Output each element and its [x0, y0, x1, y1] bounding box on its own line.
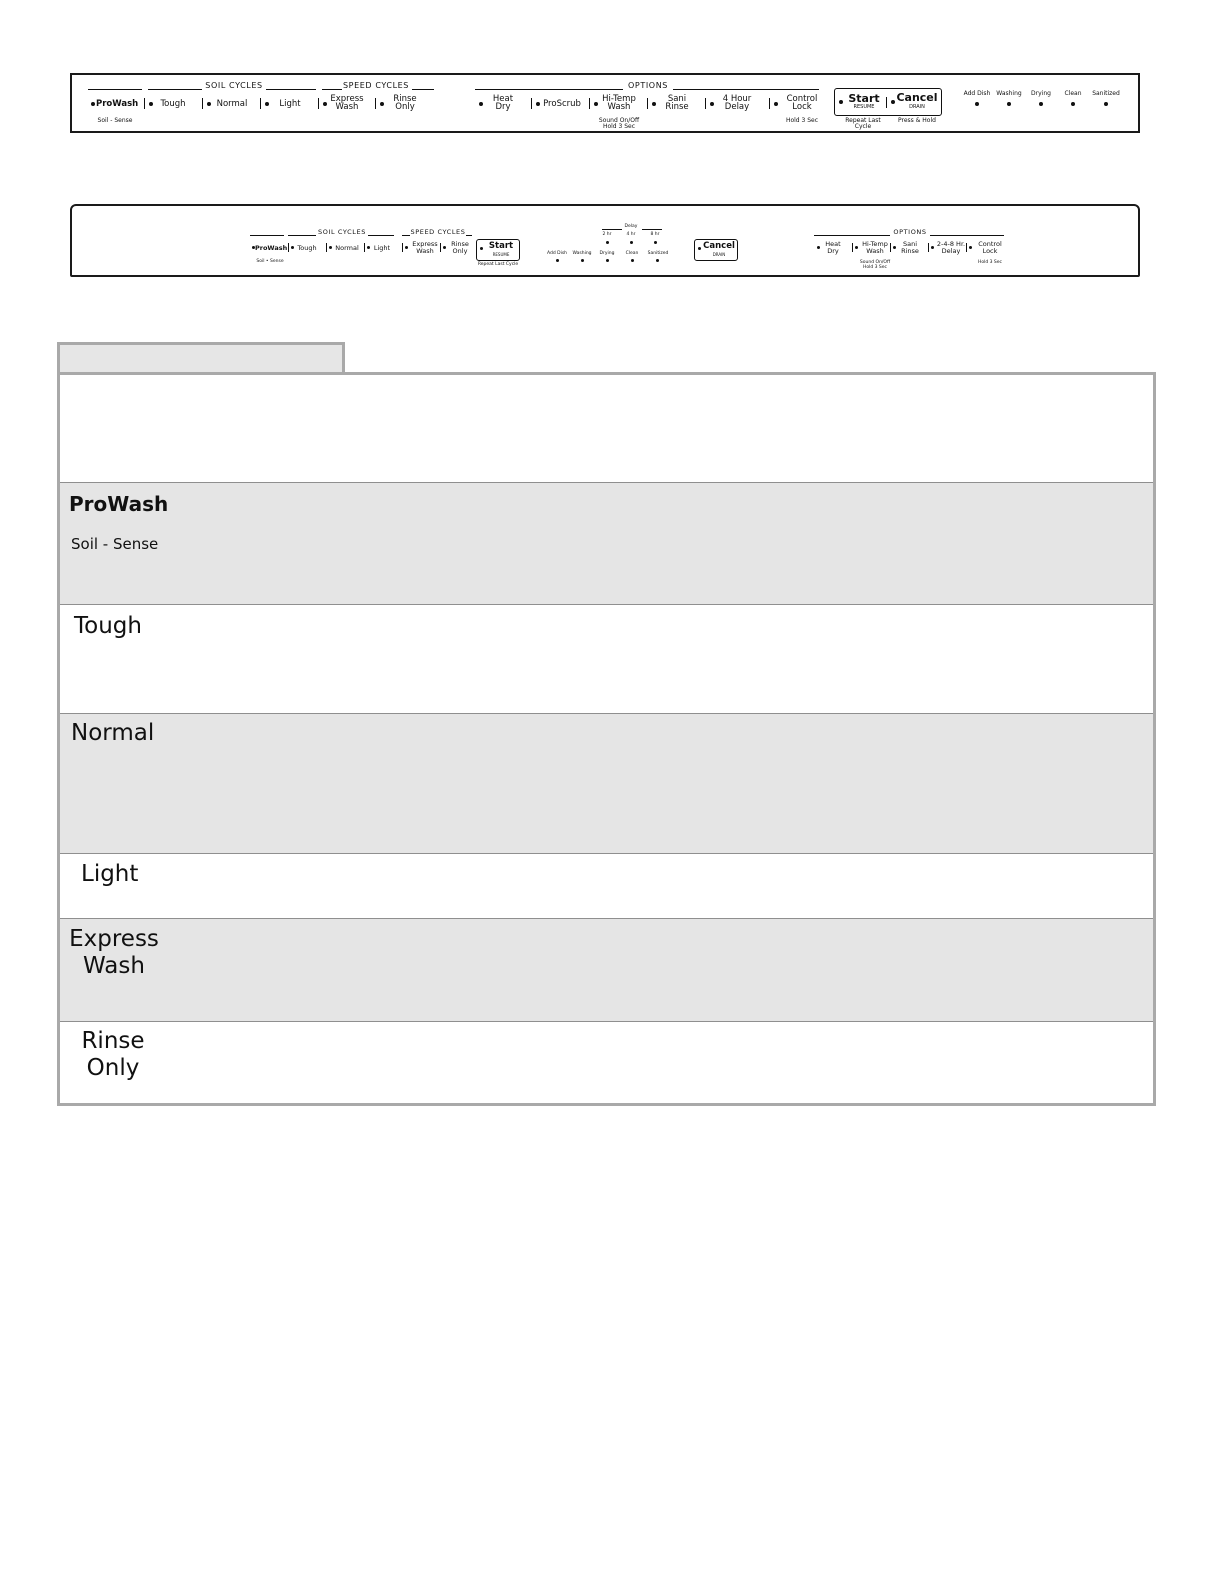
- indicator-dot: [698, 247, 701, 250]
- delay-8hr-label: 8 hr: [650, 232, 660, 237]
- indicator-dot: [479, 102, 483, 106]
- sound-on-off-label: [589, 118, 649, 130]
- express-title-line-1: Express: [69, 926, 159, 952]
- drain-label: DRAIN: [712, 252, 726, 257]
- indicator-dot: [817, 246, 820, 249]
- repeat-label-2: Cycle: [854, 123, 872, 130]
- indicator-dot: [774, 102, 778, 106]
- express-wash-title: [68, 926, 160, 980]
- sound-label-1: Sound On/Off: [598, 117, 640, 124]
- soil-sense-label: Soil • Sense: [256, 259, 284, 264]
- separator: [318, 98, 319, 109]
- table-row-prowash: [60, 482, 1153, 604]
- heat-label-1: Heat: [492, 94, 514, 104]
- status-sanitized: Sanitized: [1092, 90, 1120, 97]
- control-lock-button[interactable]: [974, 241, 1006, 254]
- separator: [966, 243, 967, 252]
- rinse-label-1: Rinse: [393, 94, 417, 104]
- status-light: [631, 259, 634, 262]
- status-add-dish: Add Dish: [546, 251, 568, 256]
- header-rule: [368, 235, 394, 236]
- express-label-2: Wash: [335, 102, 359, 112]
- heat-dry-button[interactable]: [822, 241, 844, 254]
- control-label-1: Control: [978, 240, 1002, 248]
- header-rule: [266, 89, 316, 90]
- prowash-subtitle: Soil - Sense: [71, 535, 159, 553]
- sound-on-off-label: [852, 261, 898, 270]
- separator: [402, 243, 403, 252]
- rinse-label-2: Only: [452, 246, 468, 255]
- cancel-button[interactable]: Cancel: [896, 91, 938, 104]
- soil-sense-label: Soil - Sense: [97, 117, 133, 124]
- indicator-dot: [405, 246, 408, 249]
- status-add-dish: Add Dish: [963, 90, 991, 97]
- delay-opt-label-1: 2-4-8 Hr.: [936, 240, 966, 248]
- header-rule: [642, 229, 662, 230]
- indicator-dot: [652, 102, 656, 106]
- separator: [364, 243, 365, 252]
- sani-label-2: Rinse: [901, 246, 919, 255]
- delay-label-1: 4 Hour: [722, 94, 752, 104]
- indicator-dot: [443, 246, 446, 249]
- status-washing: Washing: [572, 251, 592, 256]
- status-sanitized: Sanitized: [647, 251, 669, 256]
- options-header: OPTIONS: [893, 228, 927, 236]
- separator: [531, 98, 532, 109]
- light-button[interactable]: Light: [373, 244, 391, 252]
- table-row-express-wash: [60, 918, 1153, 1021]
- tough-title: Tough: [74, 613, 142, 639]
- status-light: [606, 259, 609, 262]
- resume-label: RESUME: [492, 252, 510, 257]
- express-label-1: Express: [412, 240, 438, 248]
- status-light: [1104, 102, 1108, 106]
- tough-button[interactable]: Tough: [160, 99, 186, 109]
- indicator-dot: [291, 246, 294, 249]
- resume-label: RESUME: [853, 104, 875, 110]
- delay-light: [606, 241, 609, 244]
- indicator-dot: [536, 102, 540, 106]
- header-rule: [412, 89, 434, 90]
- header-rule: [148, 89, 202, 90]
- repeat-label-1: Repeat Last: [845, 117, 881, 124]
- indicator-dot: [323, 102, 327, 106]
- express-wash-button[interactable]: [329, 95, 365, 111]
- heat-dry-button[interactable]: [488, 95, 518, 111]
- express-label-1: Express: [330, 94, 364, 104]
- separator: [202, 98, 203, 109]
- press-hold-label: Press & Hold: [898, 117, 936, 124]
- header-rule: [475, 89, 623, 90]
- cancel-button[interactable]: Cancel: [703, 241, 735, 251]
- delay-button[interactable]: [934, 241, 968, 254]
- repeat-last-cycle-label: Repeat Last Cycle: [477, 262, 519, 267]
- rinse-only-button[interactable]: [388, 95, 422, 111]
- indicator-dot: [969, 246, 972, 249]
- indicator-dot: [710, 102, 714, 106]
- rinse-label-1: Rinse: [451, 240, 469, 248]
- header-rule: [673, 89, 819, 90]
- status-light: [1071, 102, 1075, 106]
- express-wash-button[interactable]: [410, 241, 440, 254]
- sound-label-2: Hold 3 Sec: [862, 264, 888, 270]
- rinse-title-line-1: Rinse: [81, 1028, 145, 1054]
- hi-temp-wash-button[interactable]: [599, 95, 639, 111]
- separator: [852, 243, 853, 252]
- indicator-dot: [839, 100, 843, 104]
- table-row-normal: [60, 713, 1153, 853]
- separator: [260, 98, 261, 109]
- header-rule: [288, 235, 316, 236]
- status-light: [1007, 102, 1011, 106]
- delay-opt-label-2: Delay: [941, 246, 961, 255]
- indicator-dot: [480, 247, 483, 250]
- indicator-dot: [367, 246, 370, 249]
- start-button[interactable]: Start: [488, 241, 514, 251]
- express-title-line-2: Wash: [83, 953, 145, 979]
- sani-label-1: Sani: [902, 240, 918, 248]
- header-rule: [88, 89, 142, 90]
- separator: [589, 98, 590, 109]
- separator: [375, 98, 376, 109]
- control-lock-button[interactable]: [782, 95, 822, 111]
- heat-label-2: Dry: [827, 246, 839, 255]
- status-light: [556, 259, 559, 262]
- control-panel-bottom: [70, 204, 1140, 277]
- hitemp-label-2: Wash: [866, 246, 884, 255]
- separator: [886, 97, 887, 108]
- sani-label-2: Rinse: [665, 102, 689, 112]
- hold-3-sec-label: Hold 3 Sec: [785, 117, 819, 124]
- hitemp-label-1: Hi-Temp: [862, 240, 888, 248]
- proscrub-button[interactable]: ProScrub: [543, 99, 581, 109]
- separator: [288, 243, 289, 252]
- status-clean: Clean: [625, 251, 639, 256]
- soil-cycles-header: SOIL CYCLES: [205, 81, 263, 90]
- status-light: [975, 102, 979, 106]
- table-tab: [57, 342, 345, 374]
- delay-header: Delay: [624, 224, 638, 229]
- status-washing: Washing: [996, 90, 1022, 97]
- four-hour-delay-button[interactable]: [720, 95, 754, 111]
- header-rule: [402, 235, 410, 236]
- express-label-2: Wash: [416, 246, 434, 255]
- delay-4hr-label: 4 hr: [626, 232, 636, 237]
- status-light: [1039, 102, 1043, 106]
- sound-label-2: Hold 3 Sec: [602, 123, 636, 130]
- table-row-tough: [60, 604, 1153, 713]
- rinse-only-button[interactable]: [448, 241, 472, 254]
- separator: [890, 243, 891, 252]
- indicator-dot: [207, 102, 211, 106]
- prowash-button[interactable]: ProWash: [255, 244, 288, 252]
- rinse-title-line-2: Only: [86, 1055, 140, 1081]
- separator: [144, 98, 145, 109]
- header-rule: [322, 89, 342, 90]
- options-header: OPTIONS: [628, 81, 668, 90]
- indicator-dot: [380, 102, 384, 106]
- separator: [928, 243, 929, 252]
- table-row-rinse-only: [60, 1021, 1153, 1103]
- rinse-label-2: Only: [395, 102, 415, 112]
- drain-label: DRAIN: [909, 104, 925, 110]
- sani-rinse-button[interactable]: [898, 241, 922, 254]
- light-title: Light: [81, 861, 139, 887]
- table-row-light: [60, 853, 1153, 918]
- delay-2hr-label: 2 hr: [602, 232, 612, 237]
- hi-temp-wash-button[interactable]: [860, 241, 890, 254]
- hold-3-sec-label: Hold 3 Sec: [977, 260, 1003, 265]
- rinse-only-title: [74, 1028, 152, 1082]
- repeat-last-cycle-label: [838, 118, 888, 130]
- cycle-table: [57, 372, 1156, 1106]
- header-rule: [466, 235, 472, 236]
- delay-label-2: Delay: [724, 102, 750, 112]
- header-rule: [602, 229, 622, 230]
- prowash-button[interactable]: ProWash: [96, 99, 139, 109]
- status-drying: Drying: [1031, 90, 1051, 97]
- speed-cycles-header: SPEED CYCLES: [343, 81, 409, 90]
- control-label-1: Control: [786, 94, 818, 104]
- separator: [440, 243, 441, 252]
- indicator-dot: [594, 102, 598, 106]
- delay-light: [630, 241, 633, 244]
- indicator-dot: [149, 102, 153, 106]
- indicator-dot: [893, 246, 896, 249]
- indicator-dot: [891, 100, 895, 104]
- status-drying: Drying: [599, 251, 615, 256]
- control-label-2: Lock: [792, 102, 812, 112]
- normal-title: Normal: [71, 720, 155, 746]
- control-panel-top: [70, 73, 1140, 133]
- header-rule: [814, 235, 890, 236]
- indicator-dot: [265, 102, 269, 106]
- tough-button[interactable]: Tough: [297, 244, 317, 252]
- status-light: [656, 259, 659, 262]
- indicator-dot: [91, 102, 95, 106]
- separator: [769, 98, 770, 109]
- sound-label-1: Sound On/Off: [859, 260, 891, 265]
- prowash-title: ProWash: [69, 492, 169, 516]
- status-light: [581, 259, 584, 262]
- hitemp-label-1: Hi-Temp: [602, 94, 636, 104]
- sani-label-1: Sani: [667, 94, 687, 104]
- heat-label-2: Dry: [495, 102, 511, 112]
- separator: [647, 98, 648, 109]
- heat-label-1: Heat: [825, 240, 841, 248]
- soil-cycles-header: SOIL CYCLES: [318, 228, 366, 236]
- hitemp-label-2: Wash: [607, 102, 631, 112]
- sani-rinse-button[interactable]: [661, 95, 693, 111]
- indicator-dot: [855, 246, 858, 249]
- header-rule: [930, 235, 1004, 236]
- normal-button[interactable]: Normal: [216, 99, 248, 109]
- separator: [326, 243, 327, 252]
- status-clean: Clean: [1064, 90, 1082, 97]
- start-button[interactable]: Start: [848, 92, 880, 105]
- speed-cycles-header: SPEED CYCLES: [410, 228, 466, 236]
- delay-light: [654, 241, 657, 244]
- indicator-dot: [329, 246, 332, 249]
- normal-button[interactable]: Normal: [335, 244, 359, 252]
- light-button[interactable]: Light: [279, 99, 301, 109]
- header-rule: [250, 235, 284, 236]
- separator: [705, 98, 706, 109]
- control-label-2: Lock: [982, 246, 998, 255]
- table-header-row: [60, 375, 1153, 482]
